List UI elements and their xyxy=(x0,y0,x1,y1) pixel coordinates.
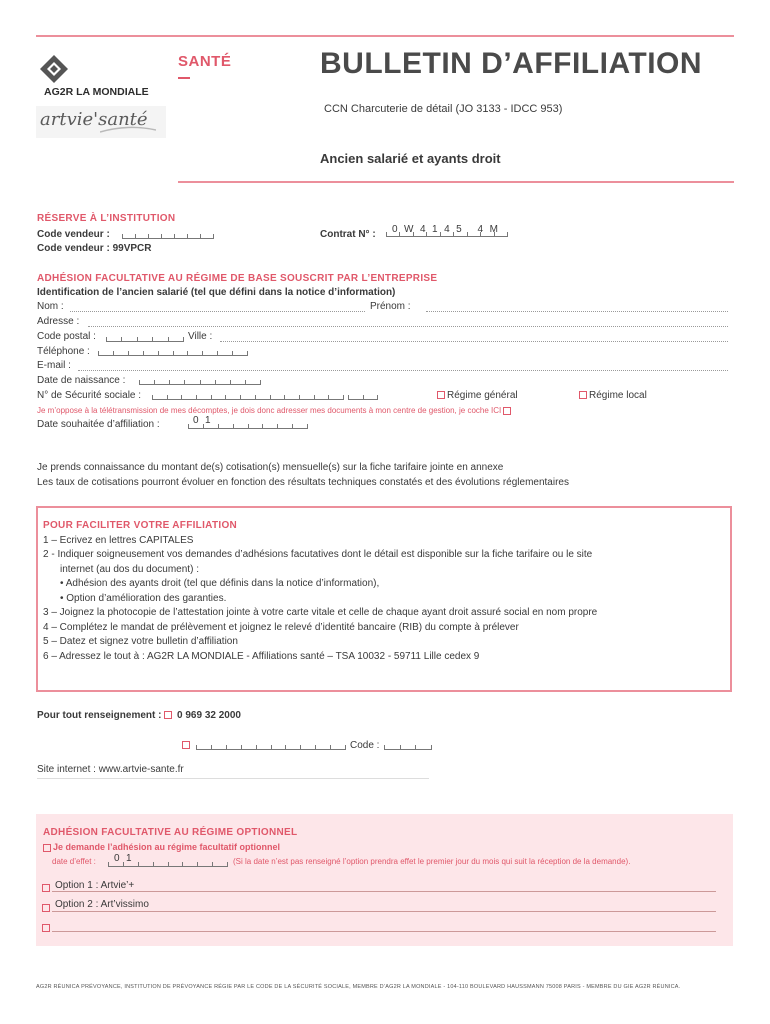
adhesion-subtitle: Identification de l’ancien salarié (tel que défini dans la notice d’information) xyxy=(37,287,396,298)
adhesion-title: ADHÉSION FACULTATIVE AU RÉGIME DE BASE SOUSCRIT PAR L’ENTREPRISE xyxy=(37,273,438,284)
option2-label: Option 2 : Art’vissimo xyxy=(55,899,149,910)
secu-label: N° de Sécurité sociale : xyxy=(37,390,142,401)
phone-icon xyxy=(164,711,172,719)
email-input[interactable] xyxy=(78,370,728,371)
option3-line[interactable] xyxy=(52,931,716,932)
contract-label: Contrat N° : xyxy=(320,229,376,240)
code-field[interactable] xyxy=(384,740,432,750)
option1-label: Option 1 : Artvie’+ xyxy=(55,880,135,891)
code-postal-field[interactable] xyxy=(106,332,184,342)
regime-general-label: Régime général xyxy=(447,390,518,401)
code-number-field[interactable] xyxy=(196,740,346,750)
faciliter-item: • Adhésion des ayants droit (tel que définis dans la notice d’information), xyxy=(60,578,380,589)
faciliter-item: 5 – Datez et signez votre bulletin d’affiliation xyxy=(43,636,238,647)
opposition-text: Je m’oppose à la télétransmission de mes décomptes, je dois donc adresser mes documents à mon centre de gestion, je coche ICI xyxy=(37,406,502,415)
option3-checkbox[interactable] xyxy=(42,924,50,932)
site-internet: Site internet : www.artvie-sante.fr xyxy=(37,764,184,775)
date-effet-value: 01 xyxy=(114,853,139,864)
ag2r-logo-icon xyxy=(38,53,70,85)
code-label: Code : xyxy=(350,740,380,751)
site-divider xyxy=(37,778,429,779)
faciliter-item: 3 – Joignez la photocopie de l’attestation jointe à votre carte vitale et celle de chaque ayant droit assuré social en nom propre xyxy=(43,607,598,618)
code-checkbox[interactable] xyxy=(182,741,190,749)
date-effet-note: (Si la date n’est pas renseigné l’option prendra effet le premier jour du mois qui suit la réception de la demande). xyxy=(233,857,631,866)
prenom-label: Prénom : xyxy=(370,301,411,312)
teletransmission-opposition[interactable] xyxy=(37,406,513,415)
faciliter-item: 4 – Complétez le mandat de prélèvement et joignez le relevé d’identité bancaire (RIB) du compte à prélever xyxy=(43,622,519,633)
secu-key-field[interactable] xyxy=(348,390,378,400)
naissance-field[interactable] xyxy=(139,375,261,385)
telephone-label: Téléphone : xyxy=(37,346,90,357)
ville-input[interactable] xyxy=(220,341,728,342)
code-postal-label: Code postal : xyxy=(37,331,96,342)
option2-checkbox[interactable] xyxy=(42,904,50,912)
partner-logo-text: artvie'santé xyxy=(40,109,148,130)
faciliter-item: internet (au dos du document) : xyxy=(60,564,199,575)
vendor-value: Code vendeur : 99VPCR xyxy=(37,243,152,254)
regime-local-checkbox[interactable] xyxy=(579,391,587,399)
legal-footer: AG2R RÉUNICA PRÉVOYANCE, INSTITUTION DE PRÉVOYANCE RÉGIE PAR LE CODE DE LA SÉCURITÉ SOCIALE, MEMBRE D’AG2R LA MONDIALE - 104-110 BOULEVARD HAUSSMANN 75008 PARIS - MEMBRE DU GIE AG2R RÉUNICA. xyxy=(36,984,681,990)
faciliter-title: POUR FACILITER VOTRE AFFILIATION xyxy=(43,520,238,531)
faciliter-item: 2 - Indiquer soigneusement vos demandes d’adhésions facutatives dont le détail est disponible sur la fiche tarifaire ou le site xyxy=(43,549,593,560)
page-subtitle: CCN Charcuterie de détail (JO 3133 - IDCC 953) xyxy=(324,103,563,115)
header-bottom-rule xyxy=(178,181,734,183)
nom-label: Nom : xyxy=(37,301,64,312)
faciliter-item: 1 – Ecrivez en lettres CAPITALES xyxy=(43,535,194,546)
section-heading: Ancien salarié et ayants droit xyxy=(320,151,501,166)
contact-phone: 0 969 32 2000 xyxy=(177,710,241,721)
cotisation-line-2: Les taux de cotisations pourront évoluer en fonction des résultats techniques constatés et des évolutions réglementaires xyxy=(37,477,569,488)
adresse-input[interactable] xyxy=(88,326,728,327)
reserve-title: RÉSERVE À L’INSTITUTION xyxy=(37,213,176,224)
regime-local-option[interactable] xyxy=(579,390,647,401)
option1-checkbox[interactable] xyxy=(42,884,50,892)
contact-label: Pour tout renseignement : xyxy=(37,710,162,721)
ville-label: Ville : xyxy=(188,331,213,342)
date-souhaitee-value: 01 xyxy=(193,415,218,426)
cotisation-line-1: Je prends connaissance du montant de(s) cotisation(s) mensuelle(s) sur la fiche tarifaire jointe en annexe xyxy=(37,462,504,473)
contract-number-value: 0W4145 4M xyxy=(392,224,505,235)
date-effet-label: date d’effet : xyxy=(52,857,96,866)
category-label: SANTÉ xyxy=(178,53,232,70)
optionnel-demande-row[interactable] xyxy=(43,842,280,852)
category-dash xyxy=(178,77,190,79)
optionnel-demande-checkbox[interactable] xyxy=(43,844,51,852)
faciliter-item: 6 – Adressez le tout à : AG2R LA MONDIALE - Affiliations santé – TSA 10032 - 59711 Lille cedex 9 xyxy=(43,651,480,662)
option2-line xyxy=(52,911,716,912)
page-title: BULLETIN D’AFFILIATION xyxy=(320,47,703,80)
faciliter-item: • Option d’amélioration des garanties. xyxy=(60,593,227,604)
telephone-field[interactable] xyxy=(98,346,248,356)
option1-line xyxy=(52,891,716,892)
opposition-checkbox[interactable] xyxy=(503,407,511,415)
email-label: E-mail : xyxy=(37,360,71,371)
adresse-label: Adresse : xyxy=(37,316,80,327)
logo-swoosh-icon xyxy=(100,126,156,134)
regime-general-checkbox[interactable] xyxy=(437,391,445,399)
regime-local-label: Régime local xyxy=(589,390,647,401)
secu-field[interactable] xyxy=(152,390,344,400)
vendor-code-field[interactable] xyxy=(122,229,214,239)
contact-row xyxy=(37,710,241,721)
optionnel-demande-label: Je demande l’adhésion au régime facultatif optionnel xyxy=(53,842,281,852)
prenom-input[interactable] xyxy=(426,311,728,312)
brand-name: AG2R LA MONDIALE xyxy=(44,86,149,98)
nom-input[interactable] xyxy=(70,311,365,312)
optionnel-title: ADHÉSION FACULTATIVE AU RÉGIME OPTIONNEL xyxy=(43,827,298,838)
header-top-rule xyxy=(36,35,734,37)
regime-general-option[interactable] xyxy=(437,390,518,401)
vendor-label: Code vendeur : xyxy=(37,229,110,240)
naissance-label: Date de naissance : xyxy=(37,375,126,386)
date-souhaitee-label: Date souhaitée d’affiliation : xyxy=(37,419,160,430)
